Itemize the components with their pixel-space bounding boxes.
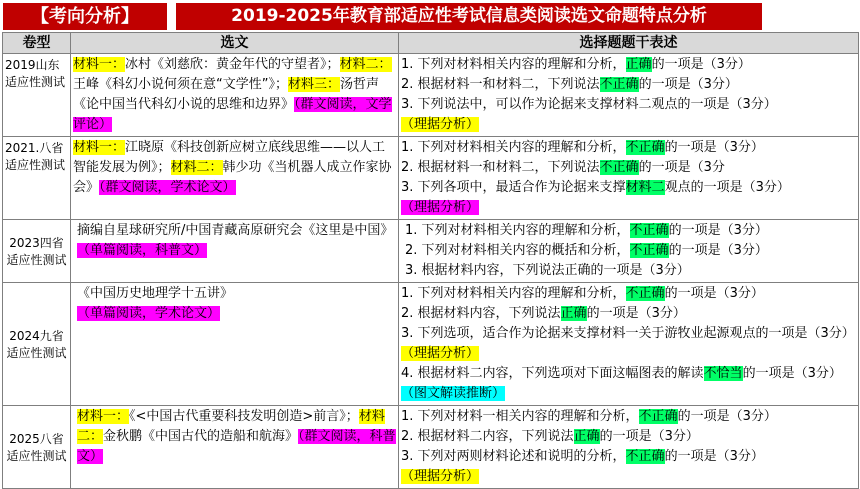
material-title: 《<中国古代重要科技发明创造>前言》； bbox=[129, 409, 359, 424]
type-tag: （图文解读推断） bbox=[401, 386, 506, 401]
table-row bbox=[3, 406, 859, 489]
keyword-highlight: 不正确 bbox=[629, 243, 669, 258]
keyword-highlight: 材料二 bbox=[625, 180, 665, 195]
keyword-highlight: 不正确 bbox=[638, 409, 678, 424]
question-text: 2. 根据材料内容，下列说法 bbox=[401, 306, 561, 321]
material-title: 《中国历史地理学十五讲》 bbox=[77, 286, 234, 301]
question-text: 4. 根据材料二内容，下列选项对下面这幅图表的解读 bbox=[401, 366, 704, 381]
question-text: 的一项是（3分 bbox=[638, 160, 725, 175]
text-cell bbox=[71, 137, 399, 220]
question-cell bbox=[399, 137, 859, 220]
type-tag: （理据分析） bbox=[401, 469, 480, 484]
question-text: 的一项是（3分） bbox=[664, 449, 764, 464]
keyword-highlight: 不正确 bbox=[599, 77, 639, 92]
material-title: 王峰《科幻小说何须在意“文学性”》； bbox=[73, 77, 288, 92]
question-text: 的一项是（3分） bbox=[664, 286, 764, 301]
page-title: 2019-2025年教育部适应性考试信息类阅读选文命题特点分析 bbox=[176, 3, 762, 30]
text-cell bbox=[71, 283, 399, 406]
question-item bbox=[401, 284, 856, 304]
column-header-questions: 选择题题干表述 bbox=[399, 33, 859, 54]
question-item bbox=[405, 261, 856, 281]
material-title: 冰村《刘慈欣：黄金年代的守望者》； bbox=[125, 57, 340, 72]
question-item bbox=[401, 364, 856, 404]
keyword-highlight: 正确 bbox=[625, 57, 652, 72]
keyword-highlight: 正确 bbox=[573, 429, 600, 444]
question-item bbox=[401, 427, 856, 447]
question-text: 1. 下列对材料相关内容的理解和分析， bbox=[401, 140, 626, 155]
material-label: 材料一： bbox=[73, 57, 126, 72]
material-title: 江晓原《科技创新应树立底线思维——以人工智能发展为例》； bbox=[73, 140, 386, 175]
keyword-highlight: 不正确 bbox=[625, 286, 665, 301]
question-text: 的一项是（3分） bbox=[668, 243, 768, 258]
question-text: 1. 下列对材料一相关内容的理解和分析， bbox=[401, 409, 639, 424]
material-label: 材料三： bbox=[287, 77, 340, 92]
material-title: 金秋鹏《中国古代的造船和航海》 bbox=[103, 429, 299, 444]
question-text: 2. 下列对材料相关内容的概括和分析， bbox=[405, 243, 630, 258]
question-item bbox=[405, 241, 856, 261]
column-header-paper: 卷型 bbox=[3, 33, 71, 54]
question-cell bbox=[399, 406, 859, 489]
type-tag: （理据分析） bbox=[401, 117, 480, 132]
question-item bbox=[401, 304, 856, 324]
table-row bbox=[3, 220, 859, 283]
question-text: 1. 下列对材料相关内容的理解和分析， bbox=[401, 57, 626, 72]
type-tag: （理据分析） bbox=[401, 200, 480, 215]
material-label: 材料一： bbox=[77, 409, 130, 424]
paper-cell: 2023四省适应性测试 bbox=[3, 220, 71, 283]
question-item bbox=[401, 75, 856, 95]
genre-tag: （群文阅读，文学评论） bbox=[73, 97, 392, 132]
keyword-highlight: 不正确 bbox=[625, 449, 665, 464]
paper-cell: 2021.八省适应性测试 bbox=[3, 137, 71, 220]
material-label: 材料二： bbox=[170, 160, 223, 175]
table-header-row bbox=[3, 33, 859, 54]
material-title: 汤哲声《论中国当代科幻小说的思维和边界》 bbox=[73, 77, 380, 112]
text-cell bbox=[71, 220, 399, 283]
question-text: 1. 下列对材料相关内容的理解和分析， bbox=[401, 286, 626, 301]
question-item bbox=[405, 221, 856, 241]
material-label: 材料二： bbox=[339, 57, 392, 72]
question-text: 的一项是（3分） bbox=[677, 409, 777, 424]
question-text: 3. 下列各项中，最适合作为论据来支撑 bbox=[401, 180, 626, 195]
question-cell bbox=[399, 283, 859, 406]
keyword-highlight: 不正确 bbox=[625, 140, 665, 155]
keyword-highlight: 正确 bbox=[560, 306, 587, 321]
type-tag: （理据分析） bbox=[401, 346, 480, 361]
question-item bbox=[401, 115, 856, 135]
question-text: 的一项是（3分） bbox=[586, 306, 686, 321]
question-item bbox=[401, 95, 856, 115]
paper-cell: 2025八省适应性测试 bbox=[3, 406, 71, 489]
question-text: 2. 根据材料一和材料二，下列说法 bbox=[401, 160, 600, 175]
keyword-highlight: 不恰当 bbox=[703, 366, 743, 381]
column-header-text: 选文 bbox=[71, 33, 399, 54]
question-text: 3. 下列对两则材料论述和说明的分析， bbox=[401, 449, 626, 464]
genre-tag: （单篇阅读，学术论文） bbox=[77, 306, 221, 321]
question-text: 3. 下列选项，适合作为论据来支撑材料一关于游牧业起源观点的一项是（3分） bbox=[401, 326, 855, 341]
analysis-table bbox=[2, 32, 859, 489]
table-row bbox=[3, 283, 859, 406]
question-item bbox=[401, 324, 856, 364]
material-title: 摘编自星球研究所/中国青藏高原研究会《这里是中国》 bbox=[77, 223, 394, 238]
material-label: 材料一： bbox=[73, 140, 126, 155]
paper-cell: 2024九省适应性测试 bbox=[3, 283, 71, 406]
question-text: 的一项是（3分） bbox=[599, 429, 699, 444]
question-text: 3. 下列说法中，可以作为论据来支撑材料二观点的一项是（3分） bbox=[401, 97, 777, 112]
question-item bbox=[401, 178, 856, 218]
question-text: 1. 下列对材料相关内容的理解和分析， bbox=[405, 223, 630, 238]
question-item bbox=[401, 407, 856, 427]
text-cell bbox=[71, 406, 399, 489]
question-item bbox=[401, 447, 856, 467]
question-text: 的一项是（3分） bbox=[651, 57, 751, 72]
keyword-highlight: 不正确 bbox=[599, 160, 639, 175]
table-row bbox=[3, 54, 859, 137]
question-text: 的一项是（3分） bbox=[742, 366, 842, 381]
question-text: 的一项是（3分） bbox=[664, 140, 764, 155]
question-cell bbox=[399, 220, 859, 283]
keyword-highlight: 不正确 bbox=[629, 223, 669, 238]
section-tag: 【考向分析】 bbox=[3, 3, 167, 30]
question-cell bbox=[399, 54, 859, 137]
table-row bbox=[3, 137, 859, 220]
question-text: 2. 根据材料一和材料二，下列说法 bbox=[401, 77, 600, 92]
question-text: 的一项是（3分） bbox=[668, 223, 768, 238]
material-label: 材料二： bbox=[77, 409, 385, 444]
text-cell bbox=[71, 54, 399, 137]
question-text: 观点的一项是（3分） bbox=[664, 180, 790, 195]
question-item bbox=[401, 138, 856, 158]
genre-tag: （群文阅读，科普文） bbox=[77, 429, 396, 464]
question-item bbox=[401, 467, 856, 487]
genre-tag: （单篇阅读，科普文） bbox=[77, 243, 208, 258]
genre-tag: （群文阅读，学术论文） bbox=[99, 180, 236, 195]
question-text: 的一项是（3分） bbox=[638, 77, 738, 92]
question-text: 3. 根据材料内容，下列说法正确的一项是（3分） bbox=[405, 263, 690, 278]
paper-cell: 2019山东适应性测试 bbox=[3, 54, 71, 137]
question-item bbox=[401, 55, 856, 75]
material-title: 韩少功《当机器人成立作家协会》 bbox=[73, 160, 392, 195]
question-item bbox=[401, 158, 856, 178]
question-text: 2. 根据材料二内容，下列说法 bbox=[401, 429, 574, 444]
banner bbox=[0, 0, 860, 34]
